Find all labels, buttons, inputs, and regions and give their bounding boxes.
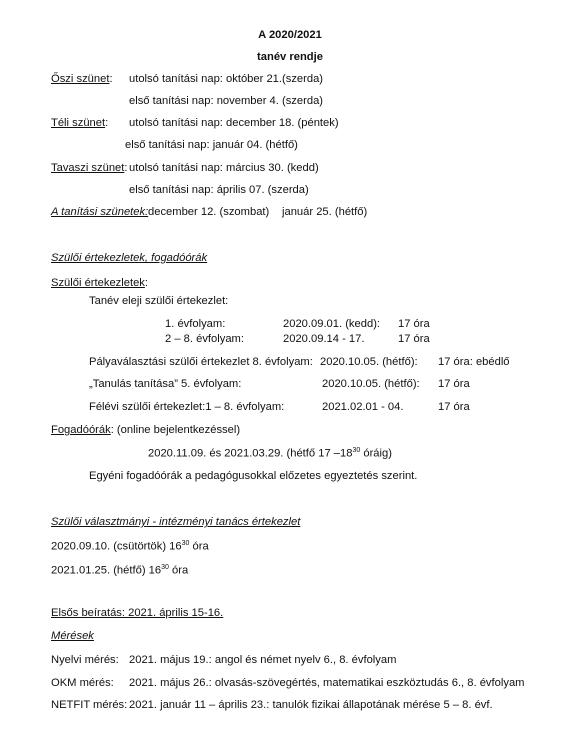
teaching-break-days-heading: A tanítási szünetek: <box>51 206 149 218</box>
meeting-row-date: 2020.09.01. (kedd): <box>283 318 381 330</box>
autumn-break-last-day: utolsó tanítási nap: október 21.(szerda) <box>129 73 324 85</box>
council-date-1: 2020.09.10. (csütörtök) $16^{30}$ óra <box>51 540 209 553</box>
start-of-year-meeting: Tanév eleji szülői értekezlet: <box>89 295 229 307</box>
measurement-text: 2021. január 11 – április 23.: tanulók fizikai állapotának mérése 5 – 8. évf. <box>129 699 493 711</box>
career-meeting-time: 17 óra: ebédlő <box>438 356 510 368</box>
winter-break-last-day: utolsó tanítási nap: december 18. (péntek) <box>129 117 339 129</box>
meeting-row-date: 2020.09.14 - 17. <box>283 333 365 345</box>
measurement-label: OKM mérés: <box>51 677 114 689</box>
meeting-row-time: 17 óra <box>398 333 430 345</box>
individual-office-hours: Egyéni fogadóórák a pedagógusokkal előzetes egyeztetés szerint. <box>89 470 418 482</box>
half-year-meeting-time: 17 óra <box>438 401 470 413</box>
learning-meeting-time: 17 óra <box>438 378 470 390</box>
autumn-break-heading: Őszi szünet: <box>51 73 113 85</box>
office-hours-dates: 2020.11.09. és 2021.03.29. (hétfő 17 $-18^{30}$ óráig) <box>148 447 392 460</box>
learning-meeting-date: 2020.10.05. (hétfő): <box>322 378 420 390</box>
winter-break-heading: Téli szünet: <box>51 117 109 129</box>
meeting-row-label: 2 – 8. évfolyam: <box>165 333 244 345</box>
half-year-meeting-date: 2021.02.01 - 04. <box>322 401 404 413</box>
council-heading: Szülői választmányi - intézményi tanács értekezlet <box>51 516 301 528</box>
autumn-break-first-day: első tanítási nap: november 4. (szerda) <box>129 95 324 107</box>
parent-meetings-heading: Szülői értekezletek, fogadóórák <box>51 252 208 264</box>
meeting-row-time: 17 óra <box>398 318 430 330</box>
spring-break-heading: Tavaszi szünet: <box>51 162 128 174</box>
measurement-text: 2021. május 26.: olvasás-szövegértés, matematikai eszköztudás 6., 8. évfolyam <box>129 677 525 689</box>
document-subtitle: tanév rendje <box>257 51 323 63</box>
council-date-2: 2021.01.25. (hétfő) $16^{30}$ óra <box>51 564 189 577</box>
measurement-label: NETFIT mérés: <box>51 699 128 711</box>
parent-meetings-subheading: Szülői értekezletek: <box>51 277 149 289</box>
spring-break-last-day: utolsó tanítási nap: március 30. (kedd) <box>129 162 319 174</box>
career-meeting-date: 2020.10.05. (hétfő): <box>320 356 418 368</box>
learning-meeting-label: „Tanulás tanítása” 5. évfolyam: <box>89 378 242 390</box>
measurement-text: 2021. május 19.: angol és német nyelv 6., 8. évfolyam <box>129 654 397 666</box>
teaching-break-day-1: december 12. (szombat) <box>148 206 270 218</box>
first-grade-enrollment: Elsős beíratás: 2021. április 15-16. <box>51 607 224 619</box>
meeting-row-label: 1. évfolyam: <box>165 318 226 330</box>
measurement-label: Nyelvi mérés: <box>51 654 119 666</box>
teaching-break-day-2: január 25. (hétfő) <box>282 206 368 218</box>
career-meeting-label: Pályaválasztási szülői értekezlet 8. évfolyam: <box>89 356 313 368</box>
half-year-meeting-label: Félévi szülői értekezlet:1 – 8. évfolyam: <box>89 401 285 413</box>
spring-break-first-day: első tanítási nap: április 07. (szerda) <box>129 184 309 196</box>
document-title: A 2020/2021 <box>258 29 322 41</box>
office-hours-heading: Fogadóórák: (online bejelentkezéssel) <box>51 424 241 436</box>
winter-break-first-day: első tanítási nap: január 04. (hétfő) <box>125 139 298 151</box>
measurements-heading: Mérések <box>51 630 94 642</box>
